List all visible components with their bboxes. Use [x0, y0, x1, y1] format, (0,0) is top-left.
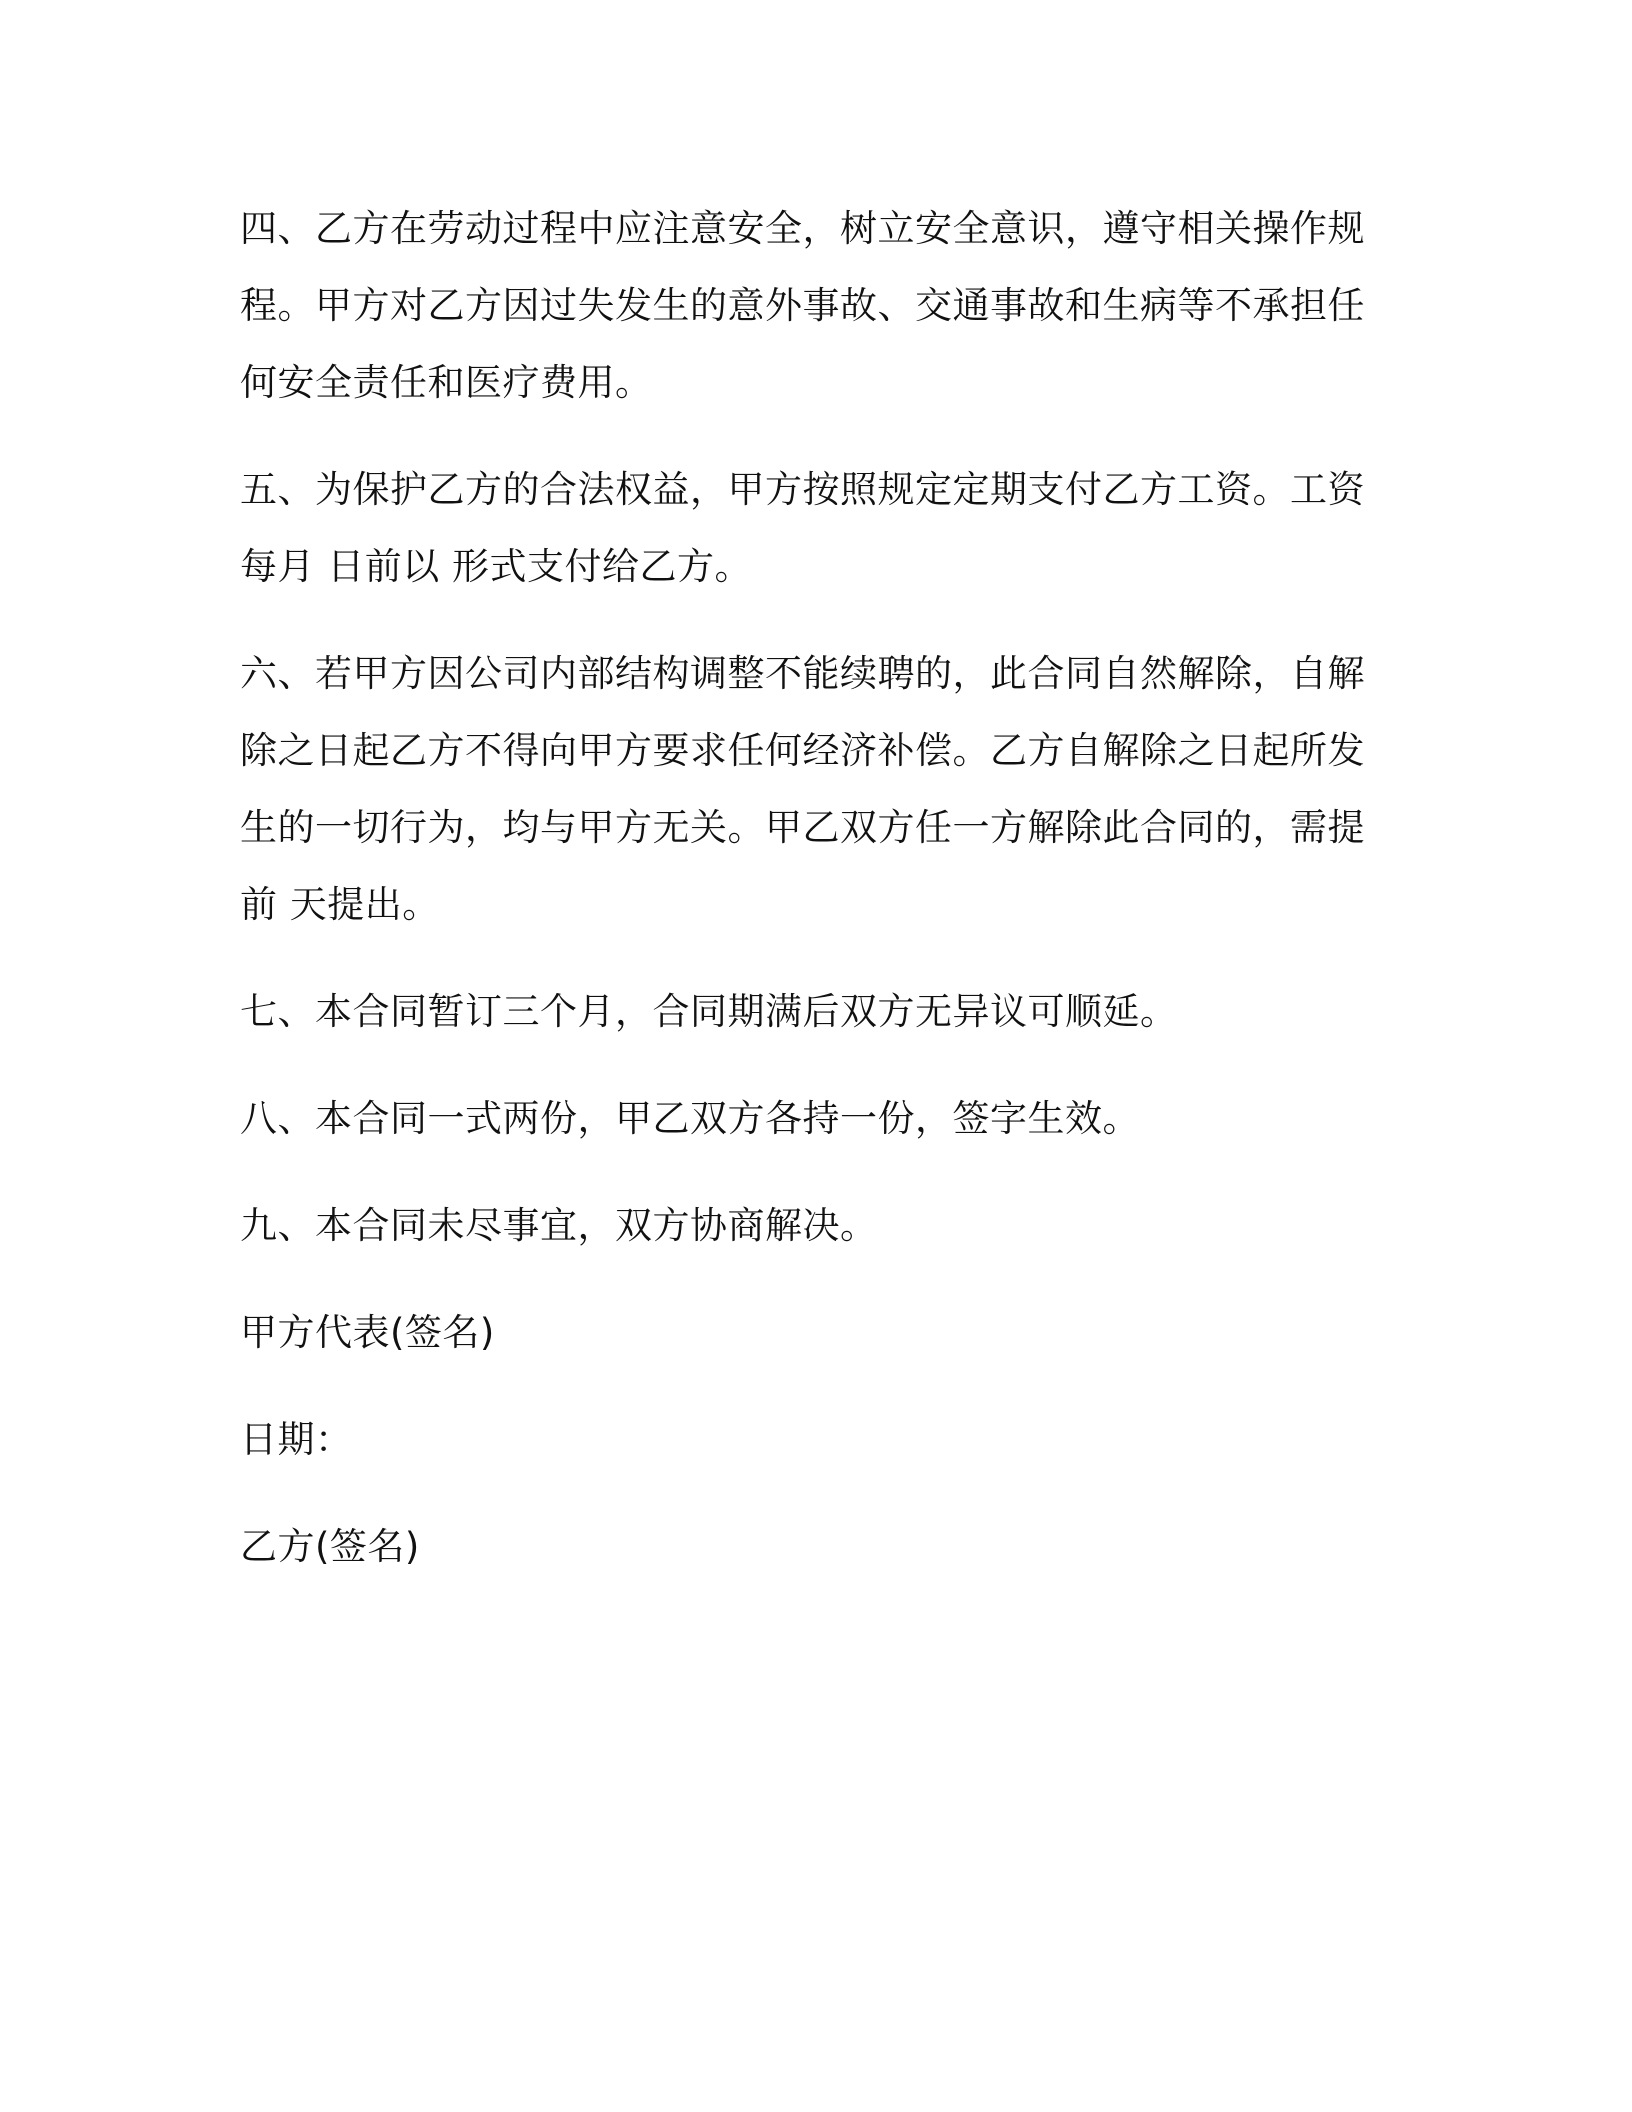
clause-7-line-1: 七、本合同暂订三个月，合同期满后双方无异议可顺延。 [240, 990, 1178, 1033]
clause-5-line-1: 五、为保护乙方的合法权益，甲方按照规定定期支付乙方工资。工资 [240, 468, 1365, 511]
date-label: 日期： [240, 1418, 353, 1461]
clause-4-line-3: 何安全责任和医疗费用。 [240, 361, 653, 404]
clause-4-line-1: 四、乙方在劳动过程中应注意安全，树立安全意识，遵守相关操作规 [240, 207, 1365, 250]
clause-4-line-2: 程。甲方对乙方因过失发生的意外事故、交通事故和生病等不承担任 [240, 284, 1365, 327]
clause-8 [240, 1080, 1360, 1157]
clause-8-line-1: 八、本合同一式两份，甲乙双方各持一份，签字生效。 [240, 1097, 1140, 1140]
contract-body [240, 190, 1365, 1615]
clause-6-line-2: 除之日起乙方不得向甲方要求任何经济补偿。乙方自解除之日起所发 [240, 729, 1365, 772]
clause-6 [240, 635, 1365, 943]
party-b-signature-label: 乙方(签名) [240, 1525, 420, 1568]
clause-7 [240, 973, 1360, 1050]
clause-6-line-1: 六、若甲方因公司内部结构调整不能续聘的，此合同自然解除，自解 [240, 652, 1365, 695]
clause-6-line-4: 前 天提出。 [240, 883, 440, 926]
clause-5 [240, 451, 1365, 605]
clause-6-line-3: 生的一切行为，均与甲方无关。甲乙双方任一方解除此合同的，需提 [240, 806, 1365, 849]
clause-9-line-1: 九、本合同未尽事宜，双方协商解决。 [240, 1204, 878, 1247]
clause-4 [240, 190, 1365, 421]
clause-9 [240, 1187, 1360, 1264]
party-a-signature-label: 甲方代表(签名) [240, 1311, 495, 1354]
clause-5-line-2: 每月 日前以 形式支付给乙方。 [240, 545, 753, 588]
